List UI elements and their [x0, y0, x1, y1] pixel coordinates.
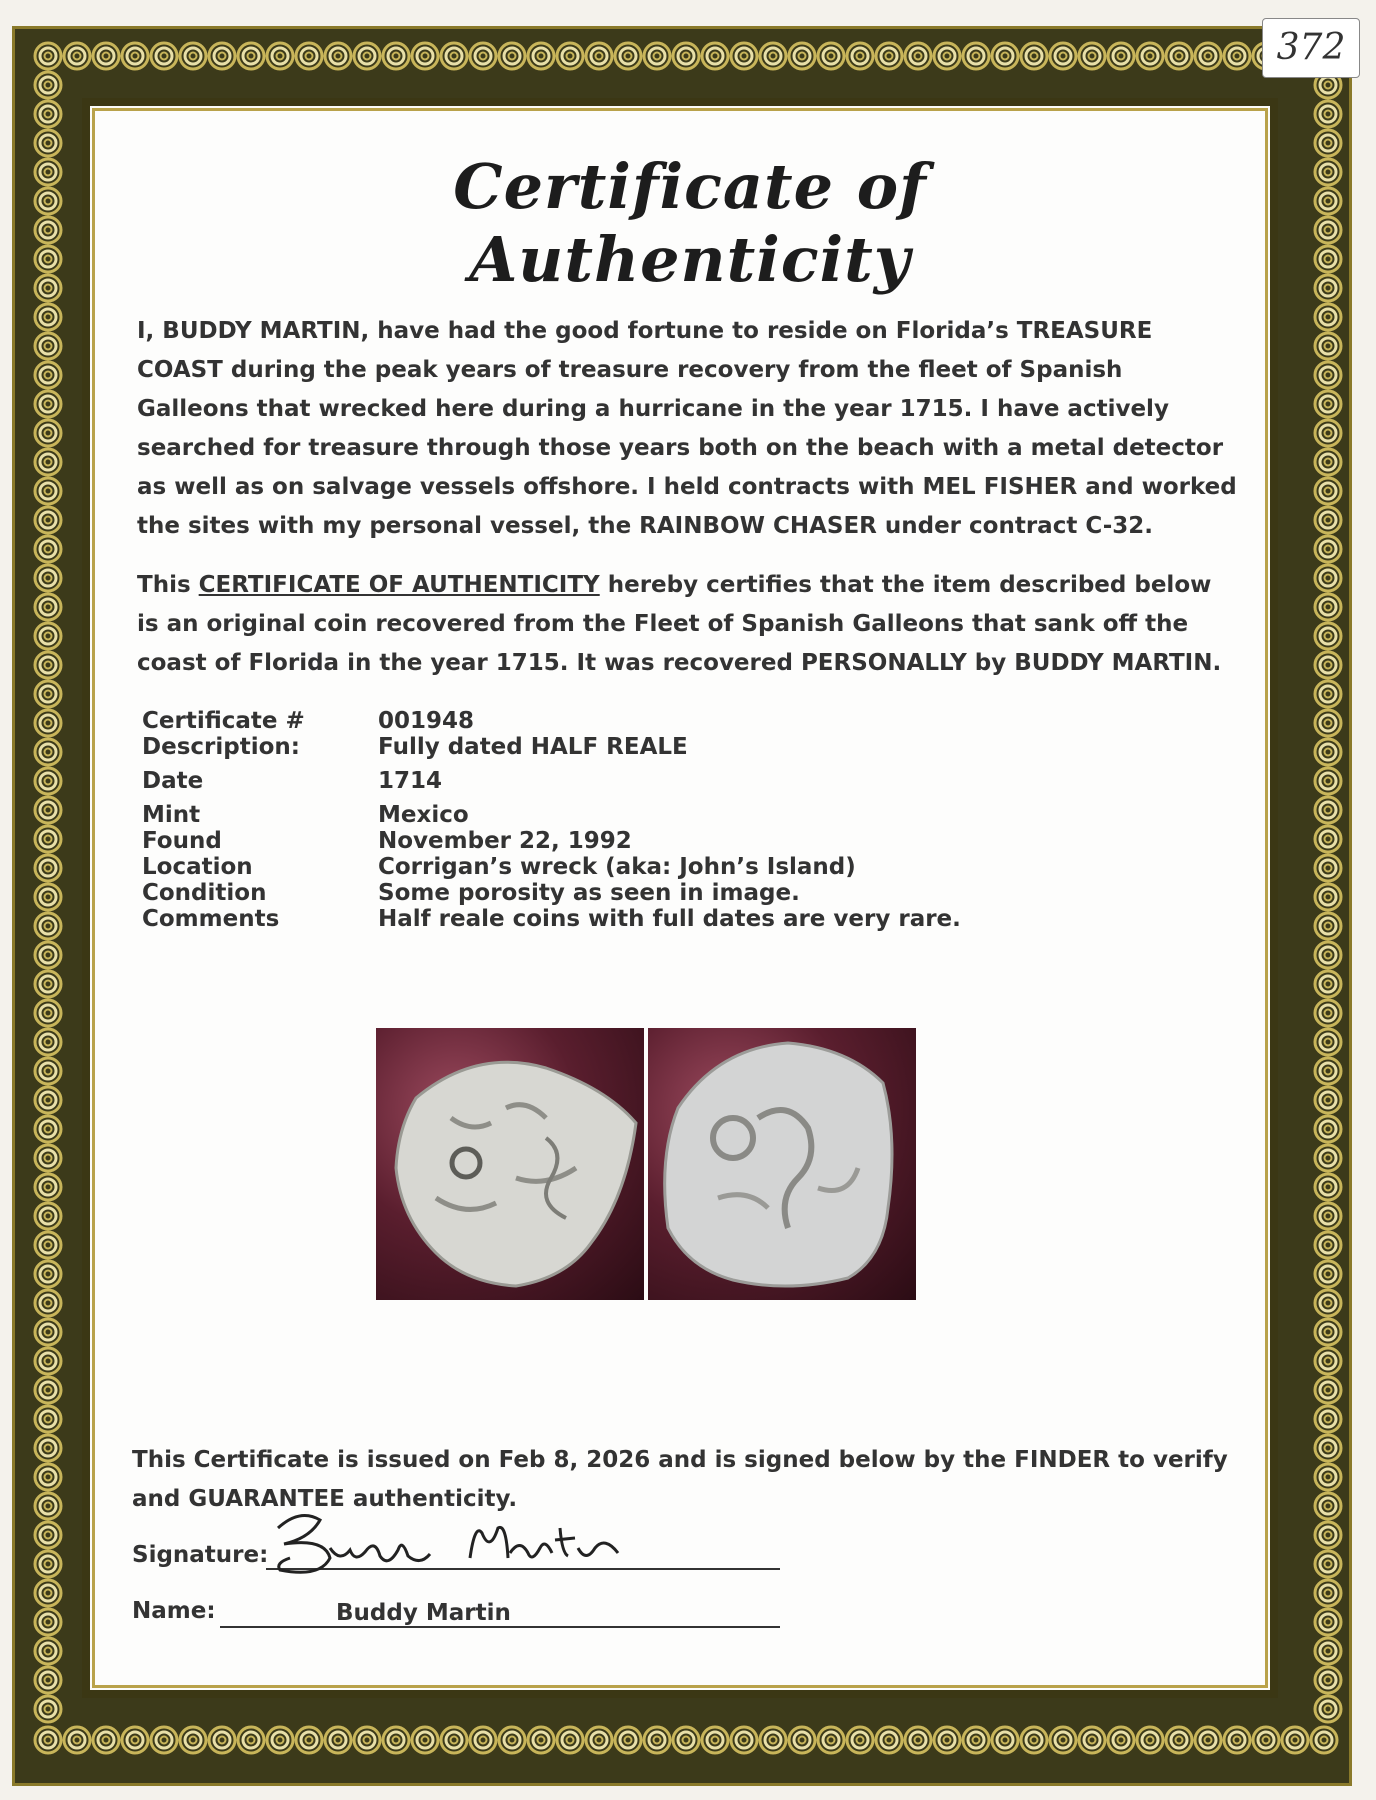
detail-row: [142, 880, 1042, 906]
border-circle-ornament: [1021, 43, 1047, 69]
detail-row: [142, 734, 1042, 760]
name-line: [220, 1626, 780, 1628]
border-circle-ornament: [1315, 1551, 1341, 1577]
border-circle-ornament: [35, 1319, 61, 1345]
border-circle-ornament: [180, 43, 206, 69]
border-circle-ornament: [992, 43, 1018, 69]
border-circle-ornament: [760, 43, 786, 69]
border-circle-ornament: [441, 43, 467, 69]
border-circle-ornament: [35, 942, 61, 968]
border-circle-ornament: [1315, 420, 1341, 446]
border-circle-ornament: [35, 1145, 61, 1171]
border-circle-ornament: [35, 710, 61, 736]
border-circle-ornament: [1315, 188, 1341, 214]
border-circle-ornament: [35, 478, 61, 504]
detail-label: Condition: [142, 880, 267, 906]
border-circle-ornament: [35, 1116, 61, 1142]
border-circle-ornament: [35, 304, 61, 330]
border-circle-ornament: [325, 43, 351, 69]
border-circle-ornament: [1315, 159, 1341, 185]
border-circle-ornament: [64, 1727, 90, 1753]
border-circle-ornament: [354, 43, 380, 69]
border-circle-ornament: [35, 1232, 61, 1258]
border-circle-ornament: [267, 1727, 293, 1753]
border-circle-ornament: [1195, 43, 1221, 69]
border-circle-ornament: [760, 1727, 786, 1753]
coin-details-table: [142, 708, 1042, 932]
border-circle-ornament: [1315, 1174, 1341, 1200]
border-circle-ornament: [1315, 1348, 1341, 1374]
border-circle-ornament: [35, 72, 61, 98]
border-circle-ornament: [35, 1000, 61, 1026]
border-circle-ornament: [1315, 1464, 1341, 1490]
border-circle-ornament: [1315, 130, 1341, 156]
border-circle-ornament: [586, 1727, 612, 1753]
border-circle-ornament: [35, 1464, 61, 1490]
border-circle-ornament: [35, 1638, 61, 1664]
detail-value: Half reale coins with full dates are very rare.: [378, 906, 961, 932]
border-circle-ornament: [615, 43, 641, 69]
border-circle-ornament: [1315, 507, 1341, 533]
border-circle-ornament: [1315, 449, 1341, 475]
border-circle-ornament: [35, 159, 61, 185]
border-circle-ornament: [1315, 913, 1341, 939]
detail-value: Mexico: [378, 802, 469, 828]
border-circle-ornament: [1315, 391, 1341, 417]
border-circle-ornament: [35, 1435, 61, 1461]
border-circle-ornament: [1315, 1696, 1341, 1722]
border-circle-ornament: [1315, 855, 1341, 881]
border-circle-ornament: [35, 1522, 61, 1548]
detail-row: [142, 768, 1042, 794]
border-circle-ornament: [35, 507, 61, 533]
border-circle-ornament: [35, 1580, 61, 1606]
detail-row: [142, 906, 1042, 932]
border-circle-ornament: [586, 43, 612, 69]
border-circle-ornament: [876, 43, 902, 69]
handwritten-signature: [270, 1508, 630, 1588]
border-circle-ornament: [499, 43, 525, 69]
border-circle-ornament: [35, 565, 61, 591]
border-circle-ornament: [1137, 1727, 1163, 1753]
detail-label: Certificate #: [142, 708, 305, 734]
border-circle-ornament: [1315, 565, 1341, 591]
coin-photo: [376, 1028, 916, 1300]
border-circle-ornament: [151, 1727, 177, 1753]
border-circle-ornament: [1021, 1727, 1047, 1753]
border-circle-ornament: [1315, 652, 1341, 678]
border-circle-ornament: [1315, 101, 1341, 127]
border-circle-ornament: [35, 652, 61, 678]
border-circle-ornament: [354, 1727, 380, 1753]
border-circle-ornament: [35, 1377, 61, 1403]
border-circle-ornament: [1079, 43, 1105, 69]
border-circle-ornament: [296, 43, 322, 69]
border-circle-ornament: [934, 1727, 960, 1753]
border-circle-ornament: [1315, 275, 1341, 301]
detail-value: 1714: [378, 768, 443, 794]
signature-label: Signature:: [132, 1542, 269, 1568]
certification-prefix: This: [137, 572, 199, 598]
border-circle-ornament: [122, 43, 148, 69]
border-circle-ornament: [1282, 1727, 1308, 1753]
name-value: Buddy Martin: [336, 1600, 511, 1626]
border-circle-ornament: [1315, 1145, 1341, 1171]
border-circle-ornament: [934, 43, 960, 69]
detail-value: 001948: [378, 708, 475, 734]
border-circle-ornament: [35, 1203, 61, 1229]
border-circle-ornament: [1315, 362, 1341, 388]
detail-value: Fully dated HALF REALE: [378, 734, 688, 760]
border-circle-ornament: [702, 1727, 728, 1753]
detail-label: Date: [142, 768, 204, 794]
border-circle-ornament: [35, 1493, 61, 1519]
border-circle-ornament: [1166, 1727, 1192, 1753]
border-circle-ornament: [35, 855, 61, 881]
border-circle-ornament: [35, 1261, 61, 1287]
coin-obverse-image: [376, 1028, 644, 1300]
border-circle-ornament: [441, 1727, 467, 1753]
detail-label: Mint: [142, 802, 201, 828]
border-circle-ornament: [35, 1058, 61, 1084]
detail-value: Corrigan’s wreck (aka: John’s Island): [378, 854, 856, 880]
border-circle-ornament: [818, 43, 844, 69]
border-circle-ornament: [35, 1348, 61, 1374]
detail-label: Found: [142, 828, 222, 854]
detail-label: Description:: [142, 734, 300, 760]
border-circle-ornament: [1315, 1087, 1341, 1113]
border-circle-ornament: [1315, 333, 1341, 359]
border-circle-ornament: [528, 43, 554, 69]
border-circle-ornament: [847, 1727, 873, 1753]
border-circle-ornament: [412, 43, 438, 69]
border-circle-ornament: [35, 594, 61, 620]
border-circle-ornament: [1315, 1290, 1341, 1316]
border-circle-ornament: [35, 1609, 61, 1635]
border-circle-ornament: [1315, 246, 1341, 272]
border-circle-ornament: [1315, 681, 1341, 707]
border-circle-ornament: [963, 1727, 989, 1753]
border-circle-ornament: [35, 884, 61, 910]
border-circle-ornament: [789, 43, 815, 69]
border-circle-ornament: [1315, 1580, 1341, 1606]
border-circle-ornament: [1315, 594, 1341, 620]
border-circle-ornament: [383, 1727, 409, 1753]
border-circle-ornament: [35, 391, 61, 417]
border-circle-ornament: [412, 1727, 438, 1753]
border-circle-ornament: [1195, 1727, 1221, 1753]
intro-paragraph: I, BUDDY MARTIN, have had the good fortune to reside on Florida’s TREASURE COAST during the peak years of treasure recovery from the fleet of Spanish Galleons that wrecked here during a hurricane in the year 1715. I have actively searched for treasure through those years both on the beach with a metal detector as well as on salvage vessels offshore. I held contracts with MEL FISHER and worked the sites with my personal vessel, the RAINBOW CHASER under contract C-32.: [137, 318, 1237, 539]
border-circle-ornament: [35, 623, 61, 649]
detail-row: [142, 802, 1042, 828]
border-circle-ornament: [1315, 1667, 1341, 1693]
border-circle-ornament: [1315, 478, 1341, 504]
border-circle-ornament: [35, 971, 61, 997]
border-circle-ornament: [35, 1696, 61, 1722]
border-circle-ornament: [1315, 1232, 1341, 1258]
border-circle-ornament: [876, 1727, 902, 1753]
border-circle-ornament: [1315, 1609, 1341, 1635]
border-circle-ornament: [35, 1087, 61, 1113]
border-circle-ornament: [1315, 1261, 1341, 1287]
border-circle-ornament: [35, 681, 61, 707]
border-circle-ornament: [35, 1727, 61, 1753]
border-circle-ornament: [35, 913, 61, 939]
detail-label: Location: [142, 854, 253, 880]
border-circle-ornament: [905, 1727, 931, 1753]
border-circle-ornament: [1315, 739, 1341, 765]
border-circle-ornament: [1050, 1727, 1076, 1753]
border-circle-ornament: [789, 1727, 815, 1753]
border-circle-ornament: [557, 43, 583, 69]
border-circle-ornament: [238, 43, 264, 69]
border-circle-ornament: [35, 768, 61, 794]
name-label: Name:: [132, 1598, 216, 1624]
border-circle-ornament: [615, 1727, 641, 1753]
page-number-label: 372: [1262, 18, 1360, 78]
border-circle-ornament: [1137, 43, 1163, 69]
border-circle-ornament: [151, 43, 177, 69]
detail-row: [142, 708, 1042, 734]
border-circle-ornament: [644, 43, 670, 69]
border-circle-ornament: [325, 1727, 351, 1753]
border-circle-ornament: [1315, 1058, 1341, 1084]
border-circle-ornament: [1315, 536, 1341, 562]
border-circle-ornament: [673, 1727, 699, 1753]
detail-value: November 22, 1992: [378, 828, 632, 854]
border-circle-ornament: [35, 826, 61, 852]
border-circle-ornament: [1311, 1727, 1337, 1753]
border-circle-ornament: [847, 43, 873, 69]
border-circle-ornament: [93, 1727, 119, 1753]
border-circle-ornament: [818, 1727, 844, 1753]
border-circle-ornament: [35, 217, 61, 243]
border-circle-ornament: [1315, 1522, 1341, 1548]
border-circle-ornament: [383, 43, 409, 69]
border-circle-ornament: [1315, 1493, 1341, 1519]
border-circle-ornament: [35, 362, 61, 388]
border-circle-ornament: [35, 246, 61, 272]
border-circle-ornament: [1315, 1116, 1341, 1142]
border-circle-ornament: [35, 101, 61, 127]
issuance-statement: This Certificate is issued on Feb 8, 2026 and is signed below by the FINDER to verify and GUARANTEE authenticity.: [132, 1447, 1228, 1512]
border-circle-ornament: [1050, 43, 1076, 69]
border-circle-ornament: [35, 1406, 61, 1432]
border-circle-ornament: [470, 1727, 496, 1753]
border-circle-ornament: [1315, 1638, 1341, 1664]
border-circle-ornament: [1315, 623, 1341, 649]
border-circle-ornament: [1315, 884, 1341, 910]
border-circle-ornament: [35, 536, 61, 562]
border-circle-ornament: [35, 1029, 61, 1055]
border-circle-ornament: [1166, 43, 1192, 69]
border-circle-ornament: [35, 1174, 61, 1200]
border-circle-ornament: [1315, 826, 1341, 852]
border-circle-ornament: [35, 1551, 61, 1577]
border-circle-ornament: [1315, 1319, 1341, 1345]
border-circle-ornament: [1224, 1727, 1250, 1753]
border-circle-ornament: [528, 1727, 554, 1753]
border-circle-ornament: [1108, 43, 1134, 69]
border-circle-ornament: [499, 1727, 525, 1753]
border-circle-ornament: [1315, 1029, 1341, 1055]
border-circle-ornament: [1315, 304, 1341, 330]
border-circle-ornament: [1108, 1727, 1134, 1753]
border-circle-ornament: [1315, 1203, 1341, 1229]
border-circle-ornament: [35, 449, 61, 475]
border-circle-ornament: [731, 43, 757, 69]
border-circle-ornament: [93, 43, 119, 69]
border-circle-ornament: [35, 420, 61, 446]
border-circle-ornament: [296, 1727, 322, 1753]
border-circle-ornament: [992, 1727, 1018, 1753]
border-circle-ornament: [673, 43, 699, 69]
border-circle-ornament: [35, 1667, 61, 1693]
detail-value: Some porosity as seen in image.: [378, 880, 800, 906]
border-circle-ornament: [238, 1727, 264, 1753]
border-circle-ornament: [1315, 797, 1341, 823]
certificate-title: Certificate of Authenticity: [453, 150, 927, 296]
border-circle-ornament: [731, 1727, 757, 1753]
border-circle-ornament: [64, 43, 90, 69]
border-circle-ornament: [557, 1727, 583, 1753]
border-circle-ornament: [1315, 710, 1341, 736]
border-circle-ornament: [1315, 1377, 1341, 1403]
border-circle-ornament: [1224, 43, 1250, 69]
border-circle-ornament: [644, 1727, 670, 1753]
border-circle-ornament: [1315, 1406, 1341, 1432]
certification-emphasis: CERTIFICATE OF AUTHENTICITY: [198, 572, 600, 598]
border-circle-ornament: [1253, 1727, 1279, 1753]
border-circle-ornament: [209, 1727, 235, 1753]
border-circle-ornament: [35, 275, 61, 301]
border-circle-ornament: [267, 43, 293, 69]
border-circle-ornament: [470, 43, 496, 69]
border-circle-ornament: [1315, 1000, 1341, 1026]
border-circle-ornament: [905, 43, 931, 69]
border-circle-ornament: [35, 739, 61, 765]
border-circle-ornament: [1315, 1435, 1341, 1461]
border-circle-ornament: [702, 43, 728, 69]
border-circle-ornament: [35, 333, 61, 359]
border-circle-ornament: [209, 43, 235, 69]
detail-row: [142, 854, 1042, 880]
border-circle-ornament: [1315, 971, 1341, 997]
border-circle-ornament: [963, 43, 989, 69]
certification-suffix: hereby certifies that the item described below is an original coin recovered from the Fleet of Spanish Galleons that sank off the coast of Florida in the year 1715. It was recovered PERSONALLY by BUDDY MARTIN.: [137, 572, 1222, 676]
border-circle-ornament: [1315, 217, 1341, 243]
border-circle-ornament: [35, 1290, 61, 1316]
border-circle-ornament: [1315, 768, 1341, 794]
border-circle-ornament: [35, 130, 61, 156]
coin-reverse-image: [648, 1028, 916, 1300]
border-circle-ornament: [1079, 1727, 1105, 1753]
border-circle-ornament: [35, 797, 61, 823]
certification-paragraph: [137, 566, 1237, 683]
detail-label: Comments: [142, 906, 280, 932]
border-circle-ornament: [1315, 942, 1341, 968]
border-circle-ornament: [35, 188, 61, 214]
border-circle-ornament: [180, 1727, 206, 1753]
border-circle-ornament: [122, 1727, 148, 1753]
detail-row: [142, 828, 1042, 854]
border-circle-ornament: [35, 43, 61, 69]
